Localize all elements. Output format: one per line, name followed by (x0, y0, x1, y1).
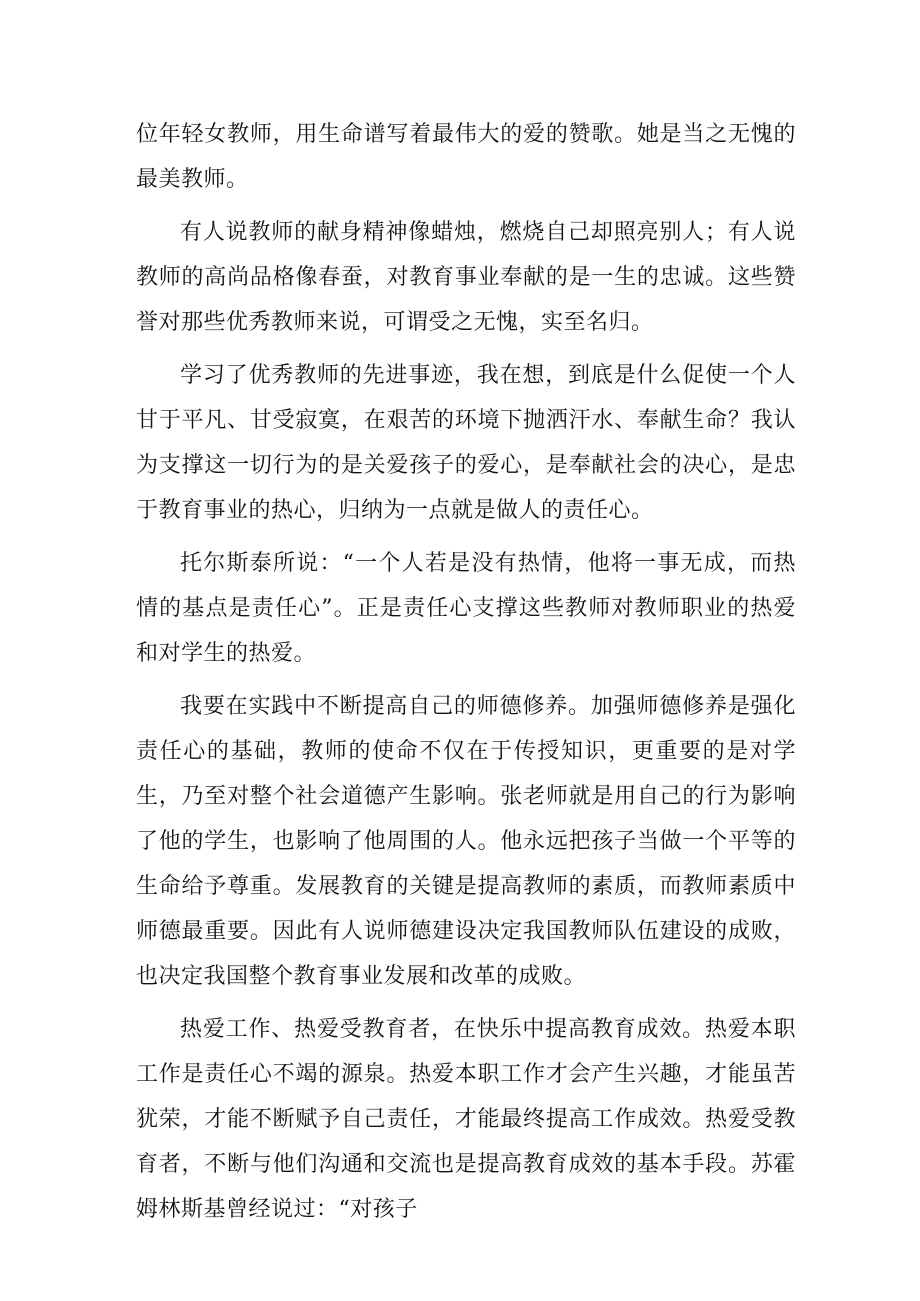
paragraph-6: 热爱工作、热爱受教育者，在快乐中提高教育成效。热爱本职工作是责任心不竭的源泉。热爱本职工作才会产生兴趣，才能虽苦犹荣，才能不断赋予自己责任，才能最终提高工作成效。热爱受教育者，不断与他们沟通和交流也是提高教育成效的基本手段。苏霍姆林斯基曾经说过：“对孩子 (136, 1017, 796, 1222)
paragraph-3: 学习了优秀教师的先进事迹，我在想，到底是什么促使一个人甘于平凡、甘受寂寞，在艰苦的环境下抛洒汗水、奉献生命？我认为支撑这一切行为的是关爱孩子的爱心，是奉献社会的决心，是忠于教育事业的热心，归纳为一点就是做人的责任心。 (136, 363, 796, 523)
paragraph-4: 托尔斯泰所说：“一个人若是没有热情，他将一事无成，而热情的基点是责任心”。正是责任心支撑这些教师对教师职业的热爱和对学生的热爱。 (136, 551, 796, 666)
paragraph-1: 位年轻女教师，用生命谱写着最伟大的爱的赞歌。她是当之无愧的最美教师。 (136, 122, 796, 192)
document-body (136, 112, 796, 1232)
paragraph-5: 我要在实践中不断提高自己的师德修养。加强师德修养是强化责任心的基础，教师的使命不仅在于传授知识，更重要的是对学生，乃至对整个社会道德产生影响。张老师就是用自己的行为影响了他的学生，也影响了他周围的人。他永远把孩子当做一个平等的生命给予尊重。发展教育的关键是提高教师的素质，而教师素质中师德最重要。因此有人说师德建设决定我国教师队伍建设的成败，也决定我国整个教育事业发展和改革的成败。 (136, 694, 796, 989)
paragraph-2: 有人说教师的献身精神像蜡烛，燃烧自己却照亮别人；有人说教师的高尚品格像春蚕，对教育事业奉献的是一生的忠诚。这些赞誉对那些优秀教师来说，可谓受之无愧，实至名归。 (136, 220, 796, 335)
